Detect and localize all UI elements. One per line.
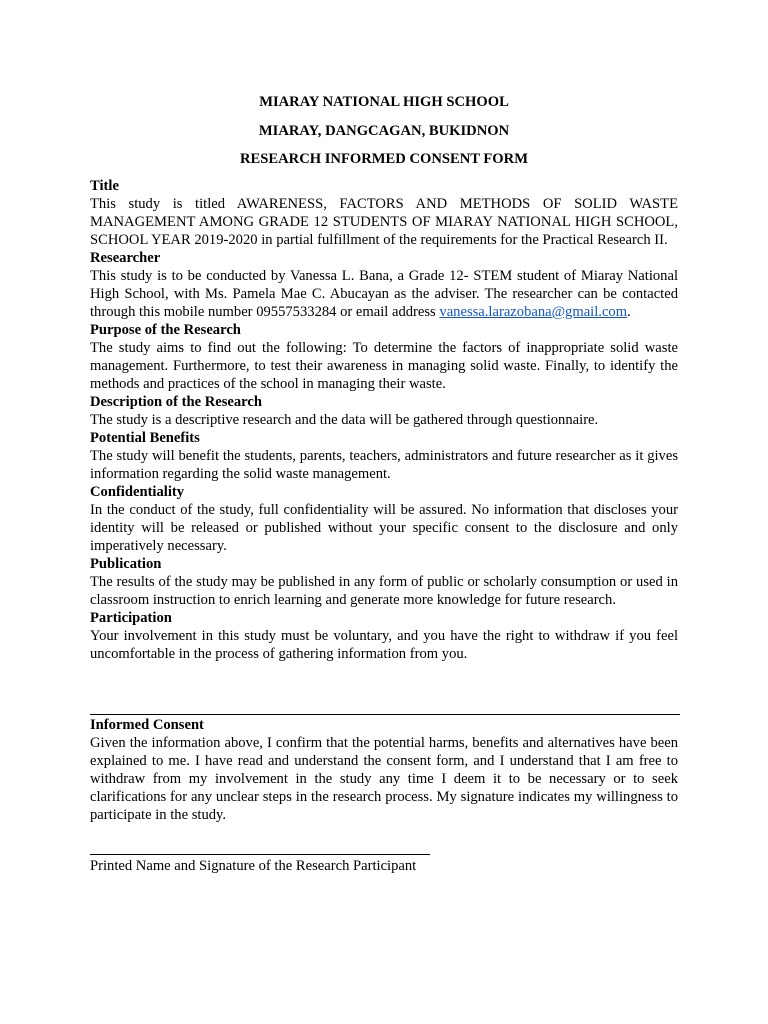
section-title	[90, 177, 678, 249]
section-body-purpose: The study aims to find out the following: To determine the factors of inappropriate solid waste management. Furthermore, to test their awareness in managing solid waste. Finally, to identify the methods and practices of the school in managing their waste.	[90, 340, 678, 392]
section-divider	[90, 714, 680, 715]
section-heading-researcher: Researcher	[90, 250, 161, 266]
section-heading-purpose: Purpose of the Research	[90, 322, 241, 338]
section-body-confidentiality: In the conduct of the study, full confidentiality will be assured. No information that discloses your identity will be released or published without your specific consent to the disclosure and only imperatively necessary.	[90, 502, 678, 554]
section-heading-confidentiality: Confidentiality	[90, 484, 185, 500]
section-body-description: The study is a descriptive research and the data will be gathered through questionnaire.	[90, 412, 599, 428]
section-heading-description: Description of the Research	[90, 394, 262, 410]
section-body-title: This study is titled AWARENESS, FACTORS AND METHODS OF SOLID WASTE MANAGEMENT AMONG GRADE 12 STUDENTS OF MIARAY NATIONAL HIGH SCHOOL, SCHOOL YEAR 2019-2020 in partial fulfillment of the requirements for the Practical Research II.	[90, 196, 678, 248]
section-heading-title: Title	[90, 178, 119, 194]
section-researcher	[90, 249, 678, 321]
researcher-text-end: .	[627, 304, 631, 320]
section-heading-publication: Publication	[90, 556, 162, 572]
researcher-text: This study is to be conducted by Vanessa L. Bana, a Grade 12- STEM student of Miaray National High School, with Ms. Pamela Mae C. Abucayan as the adviser. The researcher can be contacted through this mobile number 09557533284 or email address	[90, 268, 678, 320]
signature-line[interactable]	[90, 854, 430, 855]
section-body-publication: The results of the study may be published in any form of public or scholarly consumption or used in classroom instruction to enrich learning and generate more knowledge for future research.	[90, 574, 678, 608]
section-heading-benefits: Potential Benefits	[90, 430, 200, 446]
form-body	[90, 177, 678, 663]
section-benefits	[90, 429, 678, 483]
section-purpose	[90, 321, 678, 393]
section-body-consent: Given the information above, I confirm that the potential harms, benefits and alternatives have been explained to me. I have read and understand the consent form, and I understand that I am free to withdraw from my involvement in the study any time I deem it to be necessary or to seek clarifications for any unclear steps in the research process. My signature indicates my willingness to participate in the study.	[90, 735, 678, 823]
researcher-email-link[interactable]: vanessa.larazobana@gmail.com	[439, 304, 628, 320]
section-confidentiality	[90, 483, 678, 555]
section-participation	[90, 609, 678, 663]
section-publication	[90, 555, 678, 609]
section-description	[90, 393, 678, 429]
section-heading-participation: Participation	[90, 610, 172, 626]
section-informed-consent	[90, 716, 678, 824]
section-body-researcher	[90, 267, 678, 321]
school-location: MIARAY, DANGCAGAN, BUKIDNON	[258, 123, 510, 139]
section-heading-consent: Informed Consent	[90, 717, 204, 733]
form-title: RESEARCH INFORMED CONSENT FORM	[240, 151, 528, 167]
signature-label: Printed Name and Signature of the Research Participant	[90, 858, 417, 874]
school-name: MIARAY NATIONAL HIGH SCHOOL	[259, 94, 509, 110]
section-body-participation: Your involvement in this study must be voluntary, and you have the right to withdraw if you feel uncomfortable in the process of gathering information from you.	[90, 628, 678, 662]
section-body-benefits: The study will benefit the students, parents, teachers, administrators and future researcher as it gives information regarding the solid waste management.	[90, 448, 678, 482]
